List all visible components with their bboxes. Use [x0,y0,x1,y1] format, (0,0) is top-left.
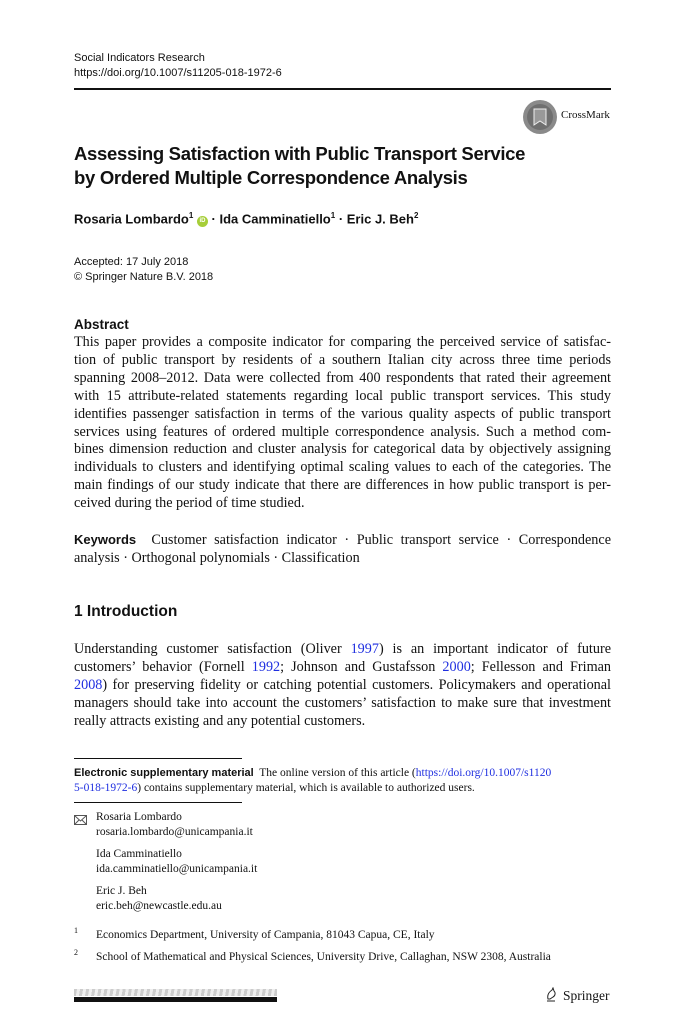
abstract-body [74,334,611,513]
copyright: © Springer Nature B.V. 2018 [74,271,214,283]
orcid-icon[interactable]: iD [197,216,208,227]
email[interactable]: eric.beh@newcastle.edu.au [96,900,222,912]
author-aff: 1 [188,211,194,220]
supplementary-note: Electronic supplementary material The online version of this article (https://doi.org/10.1007/s1120 5-018-1972-6) contains supplementary material, which is available to authorized users. [74,767,552,794]
journal-name: Social Indicators Research [74,52,205,64]
publisher-logo: Springer [563,988,610,1003]
doi[interactable]: https://doi.org/10.1007/s11205-018-1972-6 [74,67,282,79]
contact-item: Eric J. Beh eric.beh@newcastle.edu.au [96,885,222,912]
author-name: Rosaria Lombardo [74,211,189,227]
affiliation-number: 1 [74,926,78,935]
abstract-line: services using features of ordered multiple correspondence analysis. Such a method com- [74,423,611,440]
abstract-line: individuals to clusters and identifying optimal scaling values to each of the categories. The [74,459,611,476]
footer-bar [74,997,277,1002]
keywords-heading: Keywords [74,532,137,547]
esm-label: Electronic supplementary material [74,767,254,779]
crossmark-badge[interactable] [522,99,558,140]
article-meta [74,255,213,285]
abstract-line: spanning 2008–2012. Data were collected from 400 respondents that rated their agreement [74,369,611,386]
watermark-strip [74,989,277,996]
author-aff: 2 [413,211,419,220]
envelope-icon [74,812,87,830]
abstract-line: identifies passenger satisfaction in terms of the various quality aspects of public transport [74,405,611,422]
abstract-heading: Abstract [74,317,129,332]
title-line: Assessing Satisfaction with Public Transport Service [74,143,526,164]
keywords-text: analysis · Orthogonal polynomials · Classification [74,549,360,566]
footnote-rule [74,802,242,803]
citation-link[interactable]: 1992 [251,658,281,675]
keywords-text: Customer satisfaction indicator · Public transport service · Correspondence [151,532,611,548]
paper-title [74,142,525,190]
esm-link[interactable]: https://doi.org/10.1007/s1120 [415,767,552,779]
intro-paragraph: Understanding customer satisfaction (Oliver 1997) is an important indicator of future customers’ behavior (Fornell 1992; Johnson and Gustafsson 2000; Fellesson and Friman 2008) for preserving fidelity or catching potential customers. Policymakers and operational managers should take into account the customers’ satisfaction to make sure that investment really attracts existing and any potential customers. [74,641,611,729]
author-list: Rosaria Lombardo$^1$ iD · Ida Camminatiello$^1$ · Eric J. Beh$^2$ [74,211,419,227]
abstract-line: tion of public transport by residents of a southern Italian city across three time periods [74,351,611,368]
author-name: Eric J. Beh [346,211,414,227]
author-aff: 1 [330,211,336,220]
citation-link[interactable]: 2008 [74,676,103,693]
contact-item: Ida Camminatiello ida.camminatiello@unicampania.it [96,848,258,875]
abstract-line: This paper provides a composite indicator for comparing the perceived service of satisfac- [74,334,611,350]
esm-link[interactable]: 5-018-1972-6 [74,782,138,794]
affiliation: School of Mathematical and Physical Sciences, University Drive, Callaghan, NSW 2308, Australia [96,951,551,963]
header-rule [74,88,611,90]
crossmark-label: CrossMark [561,109,610,121]
abstract-line: with 15 attribute-related statements regarding local public transport services. This study [74,387,611,404]
abstract-line: main findings of our study indicate that there are differences in how public transport is per- [74,477,611,494]
section-heading-introduction: 1 Introduction [74,603,178,620]
affiliation-number: 2 [74,948,78,957]
title-line: by Ordered Multiple Correspondence Analysis [74,167,468,188]
abstract-line: ceived during the period of time studied. [74,495,305,512]
affiliation: Economics Department, University of Campania, 81043 Capua, CE, Italy [96,929,435,941]
citation-link[interactable]: 2000 [442,658,471,675]
citation-link[interactable]: 1997 [350,641,379,657]
springer-horse-icon [544,987,558,1008]
contact-item: Rosaria Lombardo rosaria.lombardo@unicampania.it [96,811,253,838]
accepted-date: Accepted: 17 July 2018 [74,256,189,268]
email[interactable]: rosaria.lombardo@unicampania.it [96,826,253,838]
keywords [74,531,611,568]
abstract-line: bines dimension reduction and cluster analysis for categorical data by objectively assigning [74,441,611,458]
author-name: Ida Camminatiello [219,211,331,227]
email[interactable]: ida.camminatiello@unicampania.it [96,863,258,875]
crossmark-icon [522,99,558,135]
footnote-rule [74,758,242,759]
